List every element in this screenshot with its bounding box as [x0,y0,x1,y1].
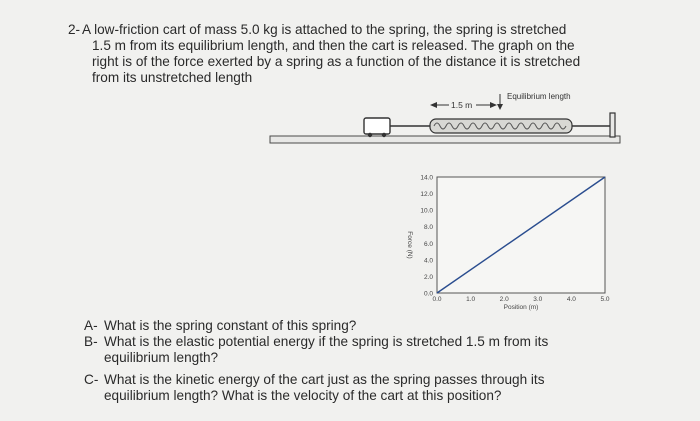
y-tick-label: 8.0 [423,224,433,232]
x-tick-label: 5.0 [600,296,610,303]
distance-label: 1.5 m [451,100,473,110]
y-tick-label: 12.0 [420,191,433,199]
distance-arrowhead-left [430,102,437,108]
x-tick-label: 3.0 [533,296,543,303]
distance-arrowhead-right [490,102,497,108]
problem-line: 1.5 m from its equilibrium length, and then the cart is released. The graph on the [92,38,575,53]
question-c-text: What is the kinetic energy of the cart just as the spring passes through its [104,372,545,387]
y-tick-label: 0.0 [423,290,433,298]
question-b-text: What is the elastic potential energy if the spring is stretched 1.5 m from its [104,334,549,349]
problem-line: from its unstretched length [92,70,253,85]
wall [610,113,615,137]
cart-wheel [368,133,372,137]
cart-wheel [382,133,386,137]
y-tick-label: 10.0 [420,207,433,215]
question-a-label: A- [84,318,98,333]
question-a-text: What is the spring constant of this spring? [104,318,357,333]
equilibrium-label: Equilibrium length [507,92,571,101]
equilibrium-arrowhead [497,104,503,110]
question-b-label: B- [84,334,98,349]
x-tick-label: 4.0 [566,296,576,303]
problem-number: 2- [68,22,81,37]
problem-line: A low-friction cart of mass 5.0 kg is attached to the spring, the spring is stretched [82,22,567,37]
question-c-label: C- [84,372,99,387]
y-axis-label: Force (N) [406,231,413,259]
problem-line: right is of the force exerted by a spring as a function of the distance it is stretched [92,54,581,69]
question-b-text-cont: equilibrium length? [104,350,219,365]
y-tick-label: 4.0 [423,257,433,265]
spring [430,119,572,133]
x-tick-label: 0.0 [432,296,442,303]
cart [364,118,390,134]
y-tick-label: 6.0 [423,240,433,248]
track [270,136,620,143]
y-tick-label: 14.0 [420,174,433,182]
question-c-text-cont: equilibrium length? What is the velocity of the cart at this position? [104,388,502,403]
force-position-chart [406,175,610,312]
x-axis-label: Position (m) [503,304,539,311]
y-tick-label: 2.0 [423,273,433,281]
x-tick-label: 2.0 [499,296,509,303]
x-tick-label: 1.0 [466,296,476,303]
